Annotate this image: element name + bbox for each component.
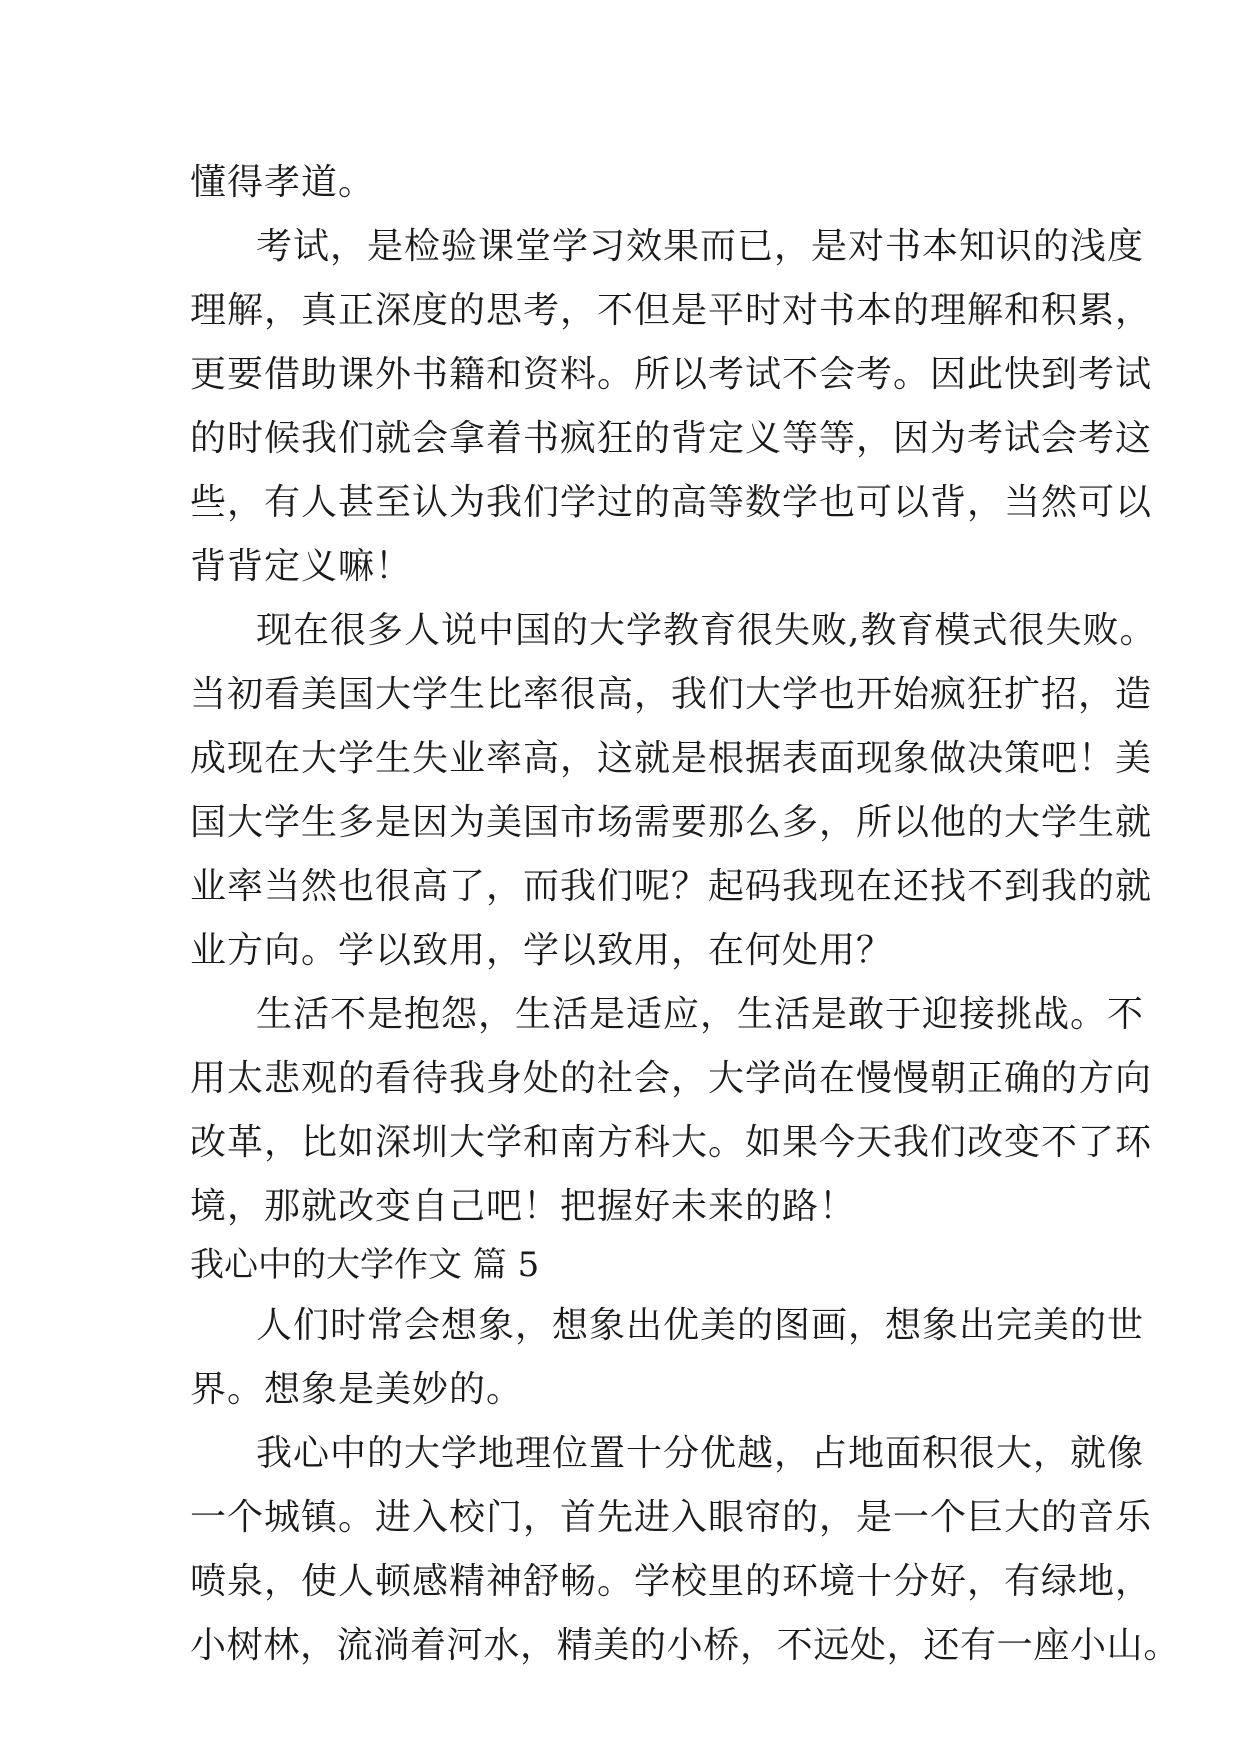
section-heading: 我心中的大学作文 篇 5	[190, 1245, 540, 1285]
text-line: 成现在大学生失业率高，这就是根据表面现象做决策吧！美	[190, 738, 1153, 779]
text-line: 一个城镇。进入校门，首先进入眼帘的，是一个巨大的音乐	[190, 1497, 1153, 1538]
paragraph-first-line: 现在很多人说中国的大学教育很失败,教育模式很失败。	[256, 610, 1157, 651]
paragraph-first-line: 我心中的大学地理位置十分优越，占地面积很大，就像	[256, 1433, 1145, 1474]
text-line: 的时候我们就会拿着书疯狂的背定义等等，因为考试会考这	[190, 418, 1153, 459]
text-line: 更要借助课外书籍和资料。所以考试不会考。因此快到考试	[190, 354, 1153, 395]
text-line: 业方向。学以致用，学以致用，在何处用？	[190, 930, 894, 971]
text-line: 改革，比如深圳大学和南方科大。如果今天我们改变不了环	[190, 1122, 1153, 1163]
text-line: 懂得孝道。	[190, 162, 376, 203]
text-line: 喷泉，使人顿感精神舒畅。学校里的环境十分好，有绿地，	[190, 1561, 1153, 1602]
text-line: 小树林，流淌着河水，精美的小桥，不远处，还有一座小山。	[190, 1625, 1181, 1666]
paragraph-first-line: 人们时常会想象，想象出优美的图画，想象出完美的世	[256, 1305, 1145, 1346]
text-line: 国大学生多是因为美国市场需要那么多，所以他的大学生就	[190, 802, 1153, 843]
text-line: 背背定义嘛！	[190, 546, 413, 587]
text-line: 些，有人甚至认为我们学过的高等数学也可以背，当然可以	[190, 482, 1153, 523]
text-line: 用太悲观的看待我身处的社会，大学尚在慢慢朝正确的方向	[190, 1058, 1153, 1099]
text-line: 境，那就改变自己吧！把握好未来的路！	[190, 1186, 857, 1227]
paragraph-first-line: 考试，是检验课堂学习效果而已，是对书本知识的浅度	[256, 226, 1145, 267]
text-line: 当初看美国大学生比率很高，我们大学也开始疯狂扩招，造	[190, 674, 1153, 715]
text-line: 业率当然也很高了，而我们呢？起码我现在还找不到我的就	[190, 866, 1153, 907]
text-line: 理解，真正深度的思考，不但是平时对书本的理解和积累，	[190, 290, 1153, 331]
paragraph-first-line: 生活不是抱怨，生活是适应，生活是敢于迎接挑战。不	[256, 994, 1145, 1035]
text-line: 界。想象是美妙的。	[190, 1369, 524, 1410]
